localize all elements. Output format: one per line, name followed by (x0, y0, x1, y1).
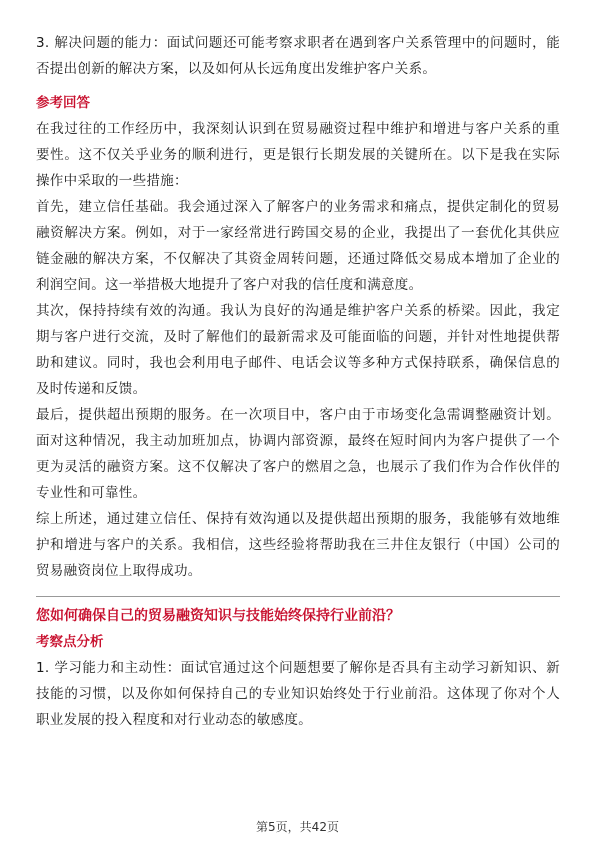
answer-paragraph-4: 最后，提供超出预期的服务。在一次项目中，客户由于市场变化急需调整融资计划。面对这种情况，我主动加班加点，协调内部资源，最终在短时间内为客户提供了一个更为灵活的融资方案。这不仅解决了客户的燃眉之急，也展示了我们作为合作伙伴的专业性和可靠性。 (36, 407, 560, 501)
intro-point-3: 3. 解决问题的能力：面试问题还可能考察求职者在遇到客户关系管理中的问题时，能否提出创新的解决方案，以及如何从长远角度出发维护客户关系。 (36, 35, 560, 77)
section-divider (36, 596, 560, 597)
question-title: 您如何确保自己的贸易融资知识与技能始终保持行业前沿？ (36, 608, 400, 624)
analysis-heading: 考察点分析 (36, 634, 104, 650)
page-number: 第5页，共42页 (256, 820, 339, 834)
answer-heading: 参考回答 (36, 95, 90, 111)
answer-paragraph-1: 在我过往的工作经历中，我深刻认识到在贸易融资过程中维护和增进与客户关系的重要性。这不仅关乎业务的顺利进行，更是银行长期发展的关键所在。以下是我在实际操作中采取的一些措施： (36, 121, 560, 189)
answer-paragraph-5: 综上所述，通过建立信任、保持有效沟通以及提供超出预期的服务，我能够有效地维护和增进与客户的关系。我相信，这些经验将帮助我在三井住友银行（中国）公司的贸易融资岗位上取得成功。 (36, 511, 560, 579)
answer-paragraph-3: 其次，保持持续有效的沟通。我认为良好的沟通是维护客户关系的桥梁。因此，我定期与客户进行交流，及时了解他们的最新需求及可能面临的问题，并针对性地提供帮助和建议。同时，我也会利用电子邮件、电话会议等多种方式保持联系，确保信息的及时传递和反馈。 (36, 303, 560, 397)
document-body (36, 30, 560, 733)
answer-paragraph-2: 首先，建立信任基础。我会通过深入了解客户的业务需求和痛点，提供定制化的贸易融资解决方案。例如，对于一家经常进行跨国交易的企业，我提出了一套优化其供应链金融的解决方案，不仅解决了其资金周转问题，还通过降低交易成本增加了企业的利润空间。这一举措极大地提升了客户对我的信任度和满意度。 (36, 199, 560, 293)
analysis-point-1: 1. 学习能力和主动性：面试官通过这个问题想要了解你是否具有主动学习新知识、新技能的习惯，以及你如何保持自己的专业知识始终处于行业前沿。这体现了你对个人职业发展的投入程度和对行业动态的敏感度。 (36, 660, 560, 728)
